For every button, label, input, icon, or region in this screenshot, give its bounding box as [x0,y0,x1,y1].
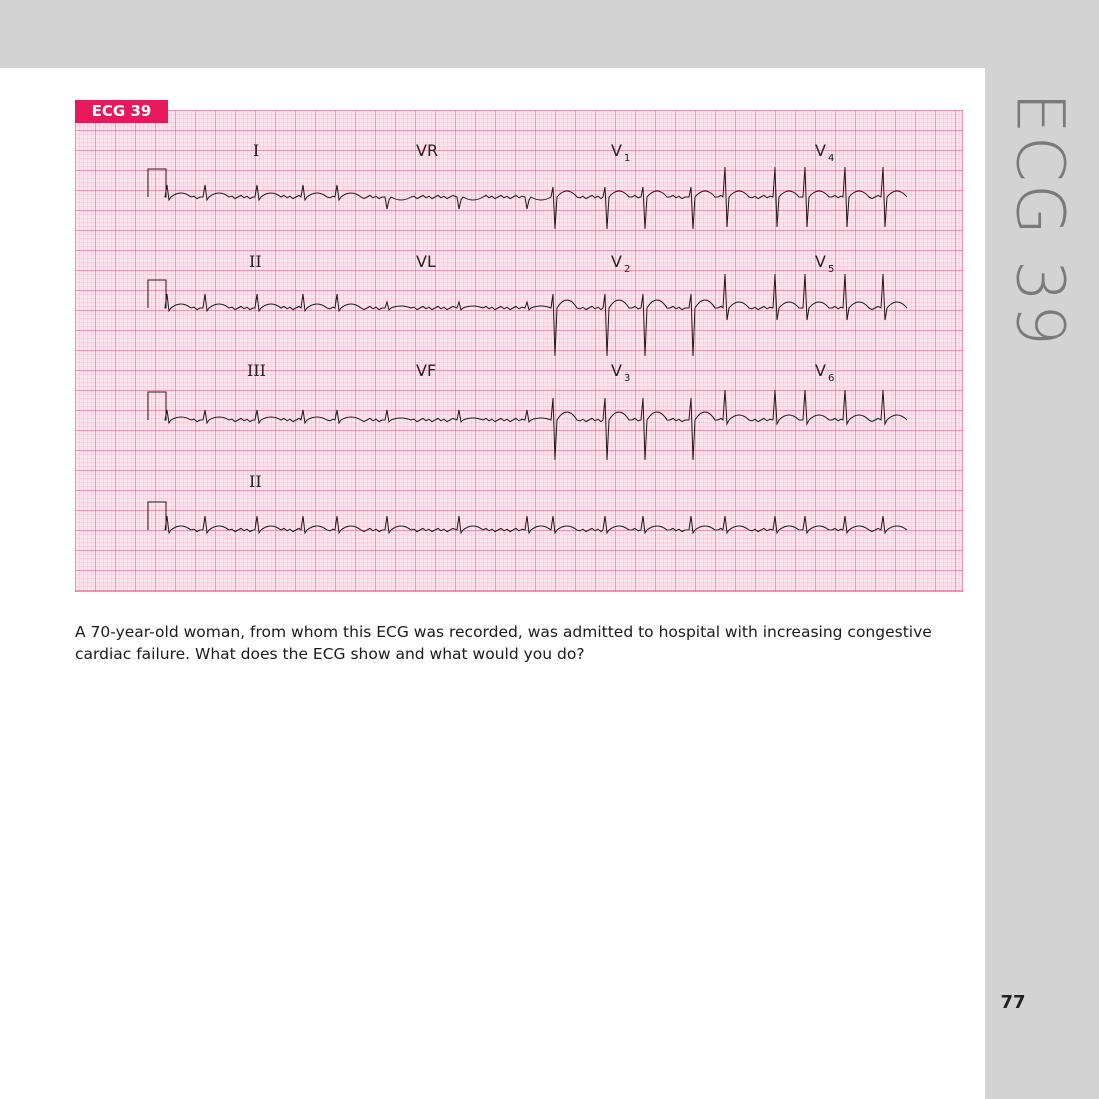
lead-label-V1: V $_1$ [611,141,631,164]
ecg-label: ECG 39 [75,100,168,123]
lead-label-rhythm-II: II [249,472,262,491]
ecg-grid [75,110,963,592]
page-number: 77 [1000,992,1026,1013]
side-title: ECG 39 [1001,92,1079,348]
caption: A 70-year-old woman, from whom this ECG was recorded, was admitted to hospital with increasing congestive cardiac failure. What does the ECG show and what would you do? [75,623,932,663]
lead-label-VF: VF [416,361,437,380]
lead-label-V5: V $_5$ [815,252,835,275]
ecg-figure [75,110,963,592]
lead-label-V4: V $_4$ [815,141,835,164]
lead-label-VR: VR [416,141,439,160]
lead-label-V2: V $_2$ [611,252,631,275]
lead-label-VL: VL [416,252,436,271]
lead-label-III: III [247,361,266,380]
lead-label-V6: V $_6$ [815,361,835,384]
lead-label-V3: V $_3$ [611,361,631,384]
lead-label-II: II [249,252,262,271]
header-band [0,0,1099,68]
lead-label-I: I [253,141,260,160]
